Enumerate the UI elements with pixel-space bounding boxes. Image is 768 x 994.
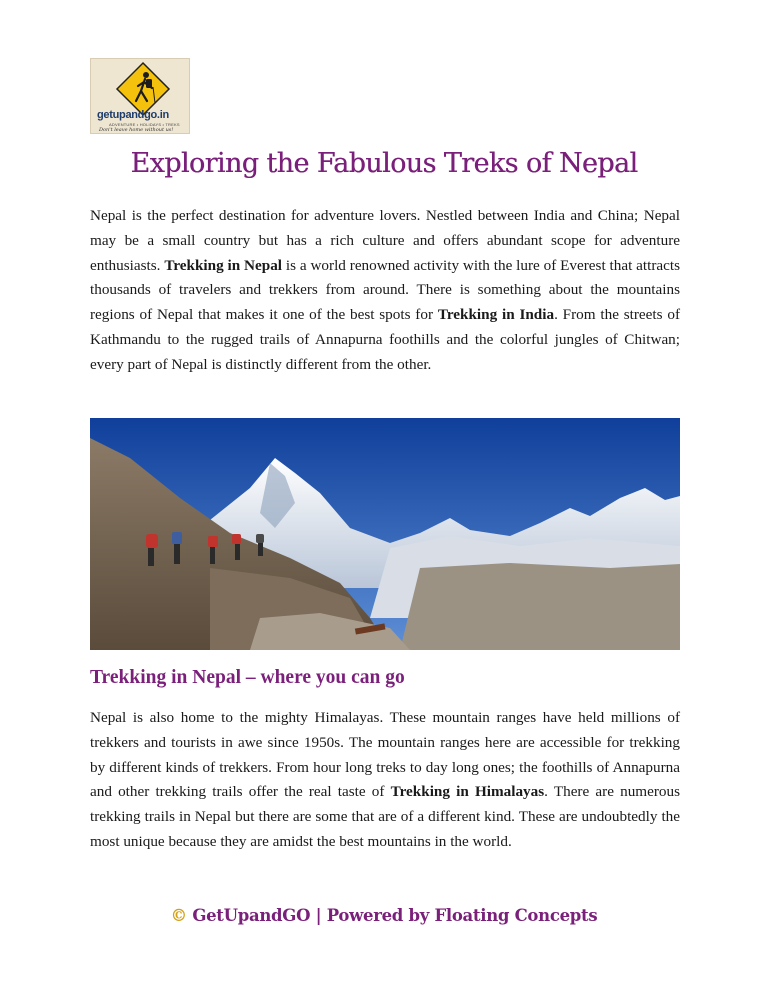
link-trekking-in-himalayas: Trekking in Himalayas xyxy=(390,783,545,801)
intro-text-1: Nepal is the perfect destination for adventure lovers. Nestled between India and China; Nepal may be a small country but has a rich culture and offers abundant scope for adventure enthusiasts. xyxy=(90,207,680,274)
section-text-2: . There are numerous trekking trails in Nepal but there are some that are of a different kind. These are undoubtedly the most unique because they are amidst the best mountains in the world. xyxy=(90,783,680,850)
intro-text-3: . From the streets of Kathmandu to the rugged trails of Annapurna foothills and the colorful jungles of Chitwan; every part of Nepal is distinctly different from the other. xyxy=(90,306,681,373)
himalaya-trekkers-photo xyxy=(90,418,680,650)
link-trekking-in-nepal: Trekking in Nepal xyxy=(164,256,283,274)
logo-subtitle: ADVENTURE • HOLIDAYS • TREKS xyxy=(109,122,180,127)
company-logo xyxy=(90,58,190,134)
page-footer xyxy=(0,906,768,925)
logo-tagline: Don't leave home without us! xyxy=(99,127,174,133)
link-trekking-in-india: Trekking in India xyxy=(437,306,555,324)
section-paragraph xyxy=(90,706,680,855)
intro-paragraph xyxy=(90,204,680,378)
logo-brand-text: getupandgo.in xyxy=(97,109,169,121)
section-heading: Trekking in Nepal – where you can go xyxy=(90,667,405,688)
section-text-1: Nepal is also home to the mighty Himalayas. These mountain ranges have held millions of trekkers and tourists in awe since 1950s. The mountain ranges here are accessible for trekking by different kinds of trekkers. From hour long treks to day long ones; the foothills of Annapurna and other trekking trails offer the real taste of xyxy=(90,709,680,801)
document-title: Exploring the Fabulous Treks of Nepal xyxy=(130,148,638,179)
footer-text: GetUpandGO | Powered by Floating Concepts xyxy=(192,906,598,925)
copyright-symbol: © xyxy=(170,906,187,925)
intro-text-2: is a world renowned activity with the lure of Everest that attracts thousands of travelers and trekkers from around. There is something about the mountains regions of Nepal that makes it one of the best spots for xyxy=(90,256,681,324)
